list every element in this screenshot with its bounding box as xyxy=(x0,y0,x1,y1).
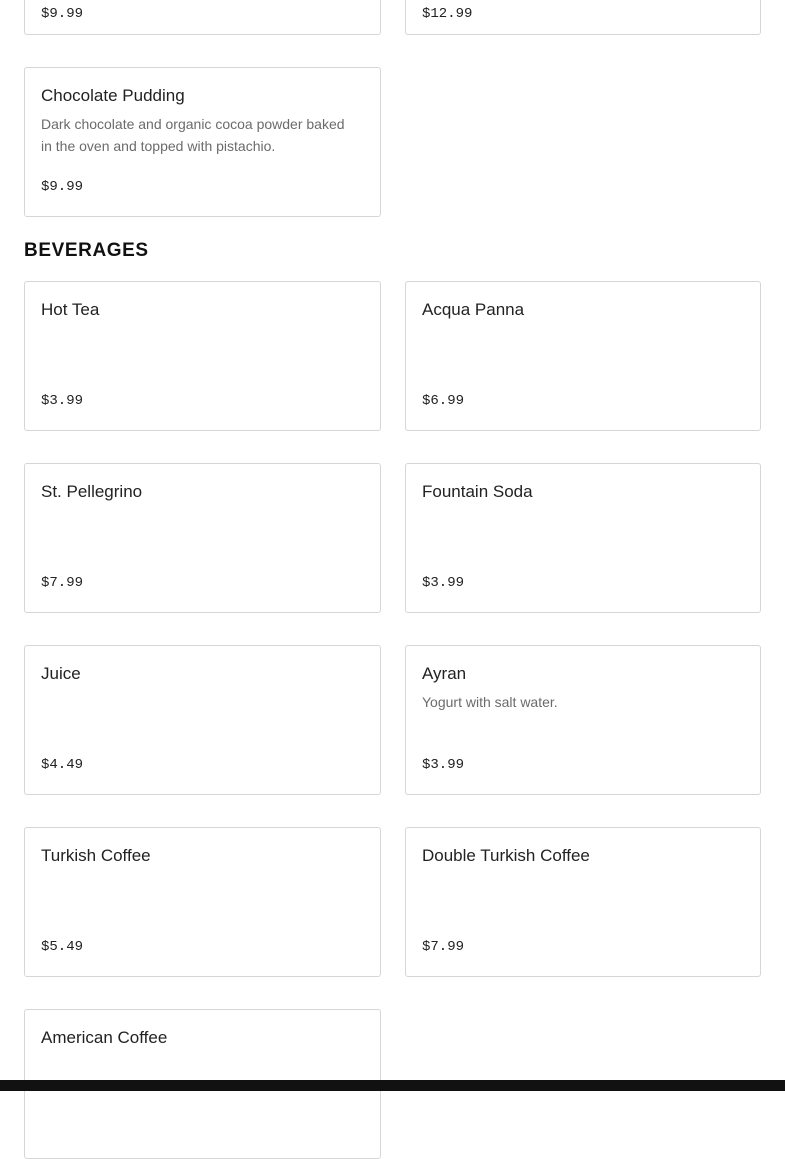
menu-item-price: $3.99 xyxy=(41,393,84,409)
menu-item-name: St. Pellegrino xyxy=(41,482,143,501)
menu-item-card[interactable] xyxy=(405,827,761,977)
menu-item-card[interactable] xyxy=(24,281,381,431)
menu-item-name: Juice xyxy=(41,664,81,683)
section-title-beverages: BEVERAGES xyxy=(24,240,149,261)
menu-item-name: Fountain Soda xyxy=(422,482,533,501)
menu-item-description: Yogurt with salt water. xyxy=(422,694,558,710)
menu-item-name: Turkish Coffee xyxy=(41,846,151,865)
menu-item-name: Acqua Panna xyxy=(422,300,525,319)
menu-item-card[interactable] xyxy=(405,281,761,431)
menu-item-price: $12.99 xyxy=(422,6,473,22)
menu-item-card[interactable] xyxy=(24,0,381,35)
menu-item-name: American Coffee xyxy=(41,1028,168,1047)
menu-item-card[interactable] xyxy=(24,463,381,613)
menu-item-price: $3.99 xyxy=(422,757,465,773)
menu-item-card[interactable] xyxy=(405,645,761,795)
menu-item-price: $5.49 xyxy=(41,939,84,955)
menu-item-price: $3.99 xyxy=(422,575,465,591)
menu-item-name: Double Turkish Coffee xyxy=(422,846,590,865)
menu-item-name: Chocolate Pudding xyxy=(41,86,185,105)
menu-item-card[interactable] xyxy=(405,0,761,35)
menu-item-card[interactable] xyxy=(24,827,381,977)
menu-item-price: $7.99 xyxy=(41,575,84,591)
menu-item-card[interactable] xyxy=(24,67,381,217)
menu-item-card[interactable] xyxy=(24,645,381,795)
menu-item-name: Ayran xyxy=(422,664,467,683)
menu-item-price: $9.99 xyxy=(41,179,84,195)
menu-item-price: $6.99 xyxy=(422,393,465,409)
menu-item-name: Hot Tea xyxy=(41,300,100,319)
menu-item-description: Dark chocolate and organic cocoa powder baked in the oven and topped with pistachio. xyxy=(41,116,345,154)
menu-item-card[interactable] xyxy=(405,463,761,613)
menu-item-price: $4.49 xyxy=(41,757,84,773)
menu-item-price: $7.99 xyxy=(422,939,465,955)
bottom-bar xyxy=(0,1080,785,1091)
menu-item-price: $9.99 xyxy=(41,6,84,22)
